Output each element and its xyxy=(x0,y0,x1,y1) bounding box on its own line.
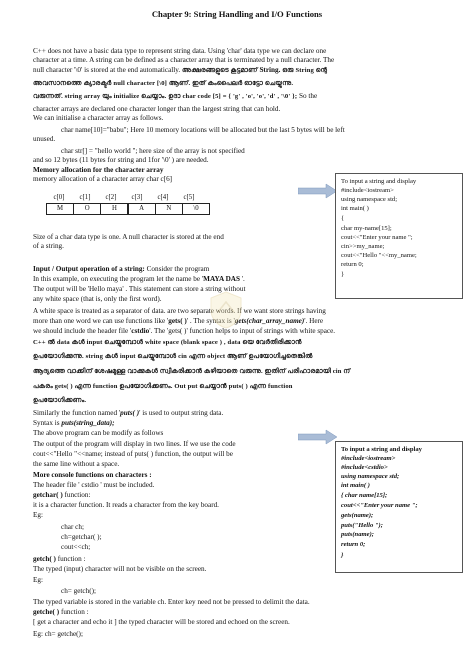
console-code: cout<<ch; xyxy=(61,543,91,551)
box1-line: char my-name[15]; xyxy=(341,225,392,232)
watermark-logo xyxy=(208,290,244,330)
intro-line-2: character at a time. A string can be defined as a character array that is terminated by a null character. The xyxy=(33,56,335,64)
code-box-1 xyxy=(335,173,463,299)
size-note-1: Size of a char data type is one. A null character is stored at the end xyxy=(33,233,224,241)
io-line-1: In this example, on executing the program let the name be 'MAYA DAS '. xyxy=(33,275,245,283)
gets-syntax: gets(char_array_name) xyxy=(234,317,305,325)
console-line-6: The typed (input) character will not be visible on the screen. xyxy=(33,565,207,573)
code-str-line-2: and so 12 bytes (11 bytes for string and 1for '\0' ) are needed. xyxy=(33,156,209,164)
array-cell: M xyxy=(46,203,74,215)
console-heading: More console functions on characters : xyxy=(33,471,152,479)
so-the: So the xyxy=(299,92,318,100)
box2-line: using namespace std; xyxy=(341,473,400,480)
box2-title: To input a string and display xyxy=(341,446,422,453)
box1-line: return 0; xyxy=(341,261,364,268)
io-line-2: The output will be 'Hello maya' . This statement can store a string without xyxy=(33,285,246,293)
array-cell: H xyxy=(100,203,128,215)
array-cell: N xyxy=(155,203,183,215)
io-line-6: we should include the header file 'cstdio'. The 'gets( )' function helps to input of strings with white space. xyxy=(33,327,336,335)
ml-text: string array യും initialize ചെയ്യാം. xyxy=(64,93,167,100)
box1-title: To input a string and display xyxy=(341,178,417,185)
box2-line: gets(name); xyxy=(341,512,374,519)
box2-line: #include<cstdio> xyxy=(341,464,388,471)
box2-line: puts("Hello "); xyxy=(341,522,383,529)
memory-desc: memory allocation of a character array char c[6] xyxy=(33,175,173,183)
io-heading-line xyxy=(33,265,209,274)
ml-ws-4: പകരം gets( ) എന്ന function ഉപയോഗിക്കണം. Out put ചെയ്യാൻ puts( ) എന്ന function xyxy=(33,383,293,390)
cell-index-row xyxy=(46,194,202,201)
puts-line-6: the same line without a space. xyxy=(33,460,120,468)
puts-line-3: The above program can be modify as follows xyxy=(33,429,164,437)
puts-text: Similarly the function named ' xyxy=(33,409,121,417)
box2-line: puts(name); xyxy=(341,531,374,538)
console-line-1: The header file ' cstdio ' must be included. xyxy=(33,481,155,489)
gets-fn: gets( ) xyxy=(168,317,187,325)
ml-text: ഒരു String ന്റെ xyxy=(282,67,328,74)
box2-line: { char name[15]; xyxy=(341,492,388,499)
box1-line: { xyxy=(341,215,345,222)
io-text: we should include the header file ' xyxy=(33,327,132,335)
console-line-10: [ get a character and echo it ] the typed character will be stored and echoed on the screen. xyxy=(33,618,290,626)
cell-index: c[5] xyxy=(183,194,195,201)
io-line-3: any white space (that is, only the first word). xyxy=(33,295,162,303)
puts-tail: ' is used to output string data. xyxy=(139,409,224,417)
string-word: String. xyxy=(259,66,281,74)
ml-ws-2: ഉപയോഗിക്കുന്നു. string കൾ input ചെയ്യുമ്പോൾ cin എന്ന object ആണ് ഉപയോഗിച്ചതെങ്കിൽ xyxy=(33,353,313,360)
maya-das: MAYA DAS xyxy=(203,275,240,283)
console-line-9: The typed variable is stored in the variable ch. Enter key need not be pressed to delimit the data. xyxy=(33,598,310,606)
getchar-label: getchar( ) xyxy=(33,491,63,499)
io-text: In this example, on executing the program let the name be ' xyxy=(33,275,204,283)
getche-label: getche( ) xyxy=(33,608,60,616)
puts-fn: puts( ) xyxy=(120,409,140,417)
console-code: char ch; xyxy=(61,523,84,531)
ml-ws-5: ഉപയോഗിക്കണം. xyxy=(33,397,87,404)
box2-line: int main( ) xyxy=(341,482,370,489)
arrow-to-box2-icon xyxy=(298,429,338,445)
getche-heading xyxy=(33,608,89,617)
getchar-tail: function: xyxy=(62,491,91,499)
memory-heading: Memory allocation for the character array xyxy=(33,166,164,174)
intro-line-3 xyxy=(33,66,327,76)
box1-line: cout<<"Enter your name "; xyxy=(341,234,413,241)
getchar-heading xyxy=(33,491,90,500)
puts-line-1 xyxy=(33,409,223,418)
code-box-2 xyxy=(335,441,463,573)
console-line-2: it is a character function. It reads a character from the key board. xyxy=(33,501,219,509)
ml-text: ആണ്. ഇത് കംപൈലർ ഓട്ടോ ചെയ്യുന്നു. xyxy=(168,80,294,87)
intro-line-4: character arrays are declared one character longer than the largest string that can hold. xyxy=(33,105,281,113)
puts-syntax: puts(string_data); xyxy=(61,419,115,427)
ml-ws-3: ആദ്യത്തെ വാക്കിന് ശേഷമുള്ള വാക്കുകൾ സ്വീകരിക്കാൻ കഴിയാതെ വരുന്നു. ഇതിന് പരിഹാരമായി cin ന് xyxy=(33,368,351,375)
box2-line: return 0; xyxy=(341,541,366,548)
console-line-11: Eg: ch= getche(); xyxy=(33,630,83,638)
puts-line-2 xyxy=(33,419,114,428)
getch-tail: function : xyxy=(55,555,86,563)
getch-label: getch( ) xyxy=(33,555,56,563)
char-array-cells xyxy=(46,203,209,215)
box2-line: #include<iostream> xyxy=(341,455,396,462)
box2-line: } xyxy=(341,552,344,559)
box1-line: cin>>my_name; xyxy=(341,243,385,250)
ml-line-3 xyxy=(33,92,317,102)
ml-line-2 xyxy=(33,79,293,89)
box1-line: } xyxy=(341,271,345,278)
puts-text: Syntax is xyxy=(33,419,62,427)
getch-heading xyxy=(33,555,86,564)
ml-text: അവസാനത്തെ ക്യാരക്ടർ xyxy=(33,80,112,87)
cell-index: c[2] xyxy=(105,194,117,201)
array-cell: \0 xyxy=(182,203,210,215)
io-line-5 xyxy=(33,317,323,326)
io-line-4: A white space is treated as a separator of data. are two separate words. If we want store strings having xyxy=(33,307,326,315)
puts-line-4: The output of the program will display in two lines. If we use the code xyxy=(33,440,236,448)
box1-line: using namespace std; xyxy=(341,196,398,203)
intro-line-5: We can initialise a character array as follows. xyxy=(33,114,164,122)
ml-text: വരുന്നത്. xyxy=(33,93,63,100)
ml-text: null character [\0] xyxy=(113,80,168,87)
console-line-3: Eg: xyxy=(33,511,43,519)
unused-line: unused. xyxy=(33,135,56,143)
intro-line-1: C++ does not have a basic data type to represent string data. Using 'char' data type we can declare one xyxy=(33,47,327,55)
io-heading: Input / Output operation of a string: xyxy=(33,265,145,273)
code-str-line: char str[] = "hello world "; here size of the array is not specified xyxy=(61,147,245,155)
cell-index: c[0] xyxy=(53,194,65,201)
console-line-7: Eg: xyxy=(33,576,43,584)
cell-index: c[4] xyxy=(157,194,169,201)
cell-index: c[1] xyxy=(79,194,91,201)
array-cell: A xyxy=(128,203,156,215)
box1-line: cout<<"Hello "<<my_name; xyxy=(341,252,417,259)
syntax-is: ' . The syntax is ' xyxy=(186,317,235,325)
cstdio: cstdio xyxy=(131,327,150,335)
ml-ws-1: C++ ൽ data കൾ input ചെയ്യുമ്പോൾ white space (blank space ) , data യെ വേർതിരിക്കാൻ xyxy=(33,339,302,346)
page-title: Chapter 9: String Handling and I/O Functions xyxy=(151,9,323,19)
arrow-to-box1-icon xyxy=(298,183,338,199)
intro-text: null character '\0' is stored at the end automatically. xyxy=(33,66,181,74)
io-heading-tail: Consider the program xyxy=(144,265,210,273)
helps-tail: . The 'gets( )' function helps to input of strings with white space. xyxy=(150,327,336,335)
console-code: ch=getchar( ); xyxy=(61,533,102,541)
size-note-2: of a string. xyxy=(33,242,64,250)
array-cell: O xyxy=(73,203,101,215)
io-text: more than one word we can use functions like ' xyxy=(33,317,169,325)
here-tail: '. Here xyxy=(304,317,324,325)
getche-tail: function : xyxy=(59,608,89,616)
cell-index: c[3] xyxy=(131,194,143,201)
ml-text: അക്ഷരങ്ങളുടെ കൂട്ടമാണ് xyxy=(182,67,258,74)
ml-text: ഉദാ char code [5] = { 'g' , 'o', 'o', 'd' , '\0' }; xyxy=(168,93,298,100)
box1-line: int main( ) xyxy=(341,205,369,212)
console-code: ch= getch(); xyxy=(61,587,96,595)
puts-line-5: cout<<"Hello "<<name; instead of puts( ) function, the output will be xyxy=(33,450,233,458)
box1-line: #include<iostream> xyxy=(341,187,394,194)
code-name-line: char name[10]="babu"; Here 10 memory locations will be allocated but the last 5 bytes will be left xyxy=(61,126,345,134)
box2-line: cout<<"Enter your name "; xyxy=(341,502,418,509)
